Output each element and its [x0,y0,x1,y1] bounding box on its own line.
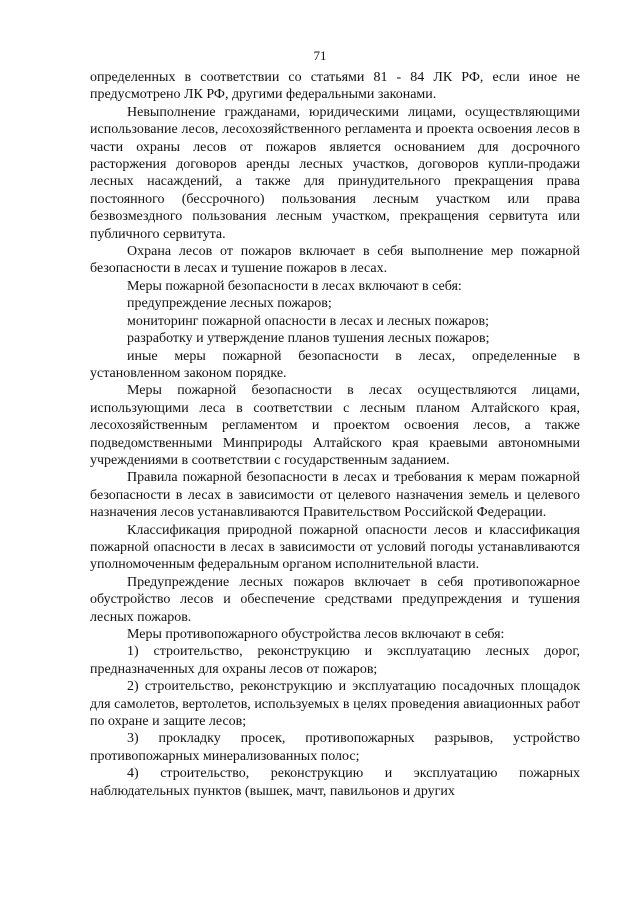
list-item-extinguishing-plans: разработку и утверждение планов тушения лесных пожаров; [127,331,490,347]
paragraph-measures-executors: Меры пожарной безопасности в лесах осуществляются лицами, использующими леса в соответствии с лесным планом Алтайского края, лесохозяйственным регламентом и проектом освоения лесов, а также подведомственными Минприроды Алтайского края краевыми автономными учреждениями в соответствии с государственным заданием. [90,383,580,468]
paragraph-fire-prevention: Предупреждение лесных пожаров включает в себя противопожарное обустройство лесов и обеспечение средствами предупреждения и тушения лесных пожаров. [90,574,580,625]
list-item-monitoring: мониторинг пожарной опасности в лесах и лесных пожаров; [127,313,490,329]
list-item-other-measures: иные меры пожарной безопасности в лесах, определенные в установленном законом порядке. [90,348,580,381]
list-item-landing-sites: 2) строительство, реконструкцию и эксплуатацию посадочных площадок для самолетов, вертолетов, используемых в целях проведения авиационных работ по охране и защите лесов; [90,679,580,730]
paragraph-hazard-classification: Классификация природной пожарной опасности лесов и классификация пожарной опасности в лесах в зависимости от условий погоды устанавливаются уполномоченным федеральным органом исполнительной власти. [90,522,580,573]
list-item-prevention: предупреждение лесных пожаров; [127,296,332,312]
list-item-forest-roads: 1) строительство, реконструкцию и эксплуатацию лесных дорог, предназначенных для охраны лесов от пожаров; [90,644,580,677]
paragraph-fire-safety-measures-intro: Меры пожарной безопасности в лесах включают в себя: [127,278,462,294]
page-number: 71 [313,48,327,63]
paragraph-fire-safety-rules: Правила пожарной безопасности в лесах и требования к мерам пожарной безопасности в лесах в зависимости от целевого назначения земель и целевого назначения лесов устанавливаются Правительством Российской Федерации. [90,470,580,521]
list-item-observation-points: 4) строительство, реконструкцию и эксплуатацию пожарных наблюдательных пунктов (вышек, мачт, павильонов и других [90,766,580,799]
list-item-clearings: 3) прокладку просек, противопожарных разрывов, устройство противопожарных минерализованных полос; [90,731,580,764]
document-body [90,69,580,800]
paragraph-violation-consequences: Невыполнение гражданами, юридическими лицами, осуществляющими использование лесов, лесохозяйственного регламента и проекта освоения лесов в части охраны лесов от пожаров является основанием для досрочного расторжения договоров аренды лесных участков, договоров купли-продажи лесных насаждений, а также для принудительного прекращения права постоянного (бессрочного) пользования лесным участком или права безвозмездного пользования лесным участком, прекращения сервитута или публичного сервитута. [90,104,580,242]
paragraph-fire-protection-scope: Охрана лесов от пожаров включает в себя выполнение мер пожарной безопасности в лесах и тушение пожаров в лесах. [90,244,580,277]
paragraph-continuation: определенных в соответствии со статьями 81 - 84 ЛК РФ, если иное не предусмотрено ЛК РФ, другими федеральными законами. [90,70,580,103]
paragraph-arrangement-intro: Меры противопожарного обустройства лесов включают в себя: [127,627,505,642]
